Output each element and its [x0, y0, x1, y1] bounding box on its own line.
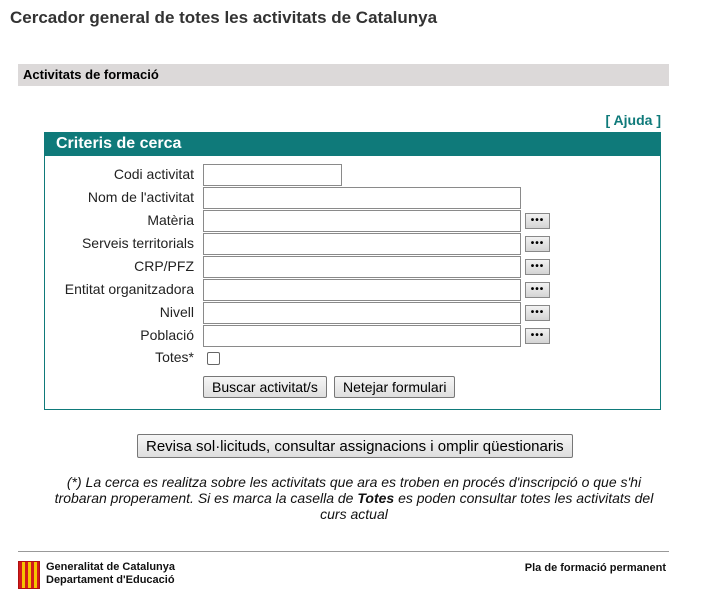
materia-input[interactable]: [203, 210, 521, 232]
clear-form-button[interactable]: Netejar formulari: [334, 376, 455, 398]
codi-activitat-input[interactable]: [203, 164, 342, 186]
section-bar: [18, 64, 669, 86]
materia-label: Matèria: [147, 212, 194, 228]
nom-activitat-input[interactable]: [203, 187, 521, 209]
codi-label: Codi activitat: [113, 166, 194, 182]
field-row-nivell: [45, 302, 660, 324]
materia-picker-button[interactable]: •••: [525, 213, 550, 229]
footer-divider: [18, 551, 669, 552]
field-row-totes: [45, 347, 660, 369]
poblacio-input[interactable]: [203, 325, 521, 347]
note-bold-totes: Totes: [357, 490, 395, 506]
entitat-label: Entitat organitzadora: [64, 281, 194, 297]
page-title: Cercador general de totes les activitats de Catalunya: [10, 8, 438, 27]
entitat-organitzadora-input[interactable]: [203, 279, 521, 301]
section-title: Activitats de formació: [23, 67, 159, 82]
field-row-entitat: [45, 279, 660, 301]
nivell-label: Nivell: [159, 304, 194, 320]
crp-pfz-input[interactable]: [203, 256, 521, 278]
search-criteria-panel: [44, 132, 661, 410]
footer-org: [18, 561, 175, 589]
poblacio-label: Població: [140, 327, 194, 343]
criteria-header: Criteris de cerca: [45, 133, 660, 156]
help-link[interactable]: [ Ajuda ]: [605, 112, 661, 128]
field-row-nom: [45, 187, 660, 209]
search-button[interactable]: Buscar activitat/s: [203, 376, 327, 398]
crp-picker-button[interactable]: •••: [525, 259, 550, 275]
nom-label: Nom de l'activitat: [87, 189, 194, 205]
totes-label: Totes*: [155, 349, 194, 365]
search-note: [44, 474, 664, 522]
footer-org-line2: Departament d'Educació: [46, 574, 175, 586]
totes-checkbox[interactable]: [207, 352, 220, 365]
field-row-poblacio: [45, 325, 660, 347]
footer-program-name: Pla de formació permanent: [524, 562, 666, 574]
nivell-picker-button[interactable]: •••: [525, 305, 550, 321]
serveis-territorials-input[interactable]: [203, 233, 521, 255]
crp-label: CRP/PFZ: [134, 258, 194, 274]
serveis-picker-button[interactable]: •••: [525, 236, 550, 252]
generalitat-logo-icon: [18, 561, 40, 589]
entitat-picker-button[interactable]: •••: [525, 282, 550, 298]
review-requests-button[interactable]: Revisa sol·licituds, consultar assignacions i omplir qüestionaris: [137, 434, 573, 458]
field-row-materia: [45, 210, 660, 232]
poblacio-picker-button[interactable]: •••: [525, 328, 550, 344]
footer-org-line1: Generalitat de Catalunya: [46, 561, 175, 573]
note-text-2: es poden consultar totes les activitats del curs actual: [320, 490, 654, 522]
field-row-serveis: [45, 233, 660, 255]
note-text-1: (*) La cerca es realitza sobre les activitats que ara es troben en procés d'inscripció o que s'hi trobaran properament. Si es marca la casella de: [54, 474, 642, 506]
nivell-input[interactable]: [203, 302, 521, 324]
serveis-label: Serveis territorials: [81, 235, 194, 251]
field-row-codi: [45, 164, 660, 186]
field-row-crp: [45, 256, 660, 278]
